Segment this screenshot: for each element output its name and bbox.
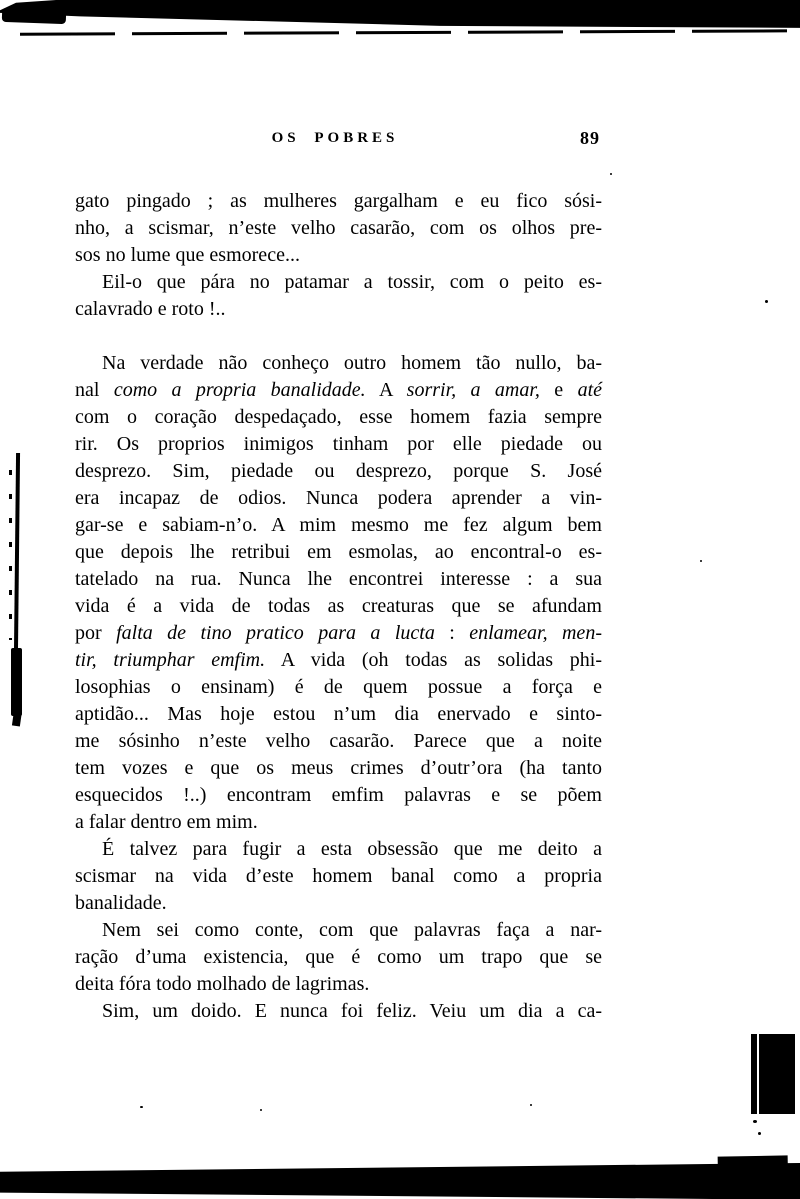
- scan-ink-corner-block: [718, 1155, 789, 1199]
- body-text: [75, 188, 602, 1025]
- running-header-title: OS POBRES: [271, 130, 399, 146]
- text-segment: A: [365, 379, 407, 401]
- text-segment: aptidão... Mas hoje estou n’um dia enervado e sinto-: [75, 703, 602, 725]
- page-number: 89: [580, 128, 600, 148]
- text-segment: gar-se e sabiam-n’o. A mim mesmo me fez algum bem: [75, 514, 602, 536]
- scan-ink-top-line: [20, 29, 798, 35]
- text-segment: A vida (oh todas as solidas phi-: [265, 649, 602, 671]
- text-line: [75, 593, 602, 620]
- italic-text: enlamear, men-: [469, 622, 602, 644]
- ink-speckle: [140, 1106, 143, 1108]
- text-segment: losophias o ensinam) é de quem possue a força e: [75, 676, 602, 698]
- text-line: [75, 539, 602, 566]
- text-line: [75, 269, 602, 296]
- text-segment: a falar dentro em mim.: [75, 811, 258, 833]
- text-line: [75, 620, 602, 647]
- text-line: [75, 566, 602, 593]
- text-line: [75, 755, 602, 782]
- text-segment: sos no lume que esmorece...: [75, 244, 300, 266]
- italic-text: até: [577, 379, 602, 401]
- text-line: [75, 944, 602, 971]
- italic-text: tir, triumphar emfim.: [75, 649, 266, 671]
- text-line: [75, 890, 602, 917]
- text-segment: scismar na vida d’este homem banal como a propria: [75, 865, 602, 887]
- scan-ink-left-streak-tail: [12, 710, 22, 727]
- ink-speckle: [700, 560, 702, 562]
- section-break: [75, 323, 602, 350]
- text-segment: Sim, um doido. E nunca foi feliz. Veiu um dia a ca-: [102, 1000, 602, 1022]
- text-line: [75, 512, 602, 539]
- italic-text: como a propria banalidade.: [113, 379, 366, 401]
- text-line: [75, 917, 602, 944]
- text-line: [75, 809, 602, 836]
- text-segment: tem vozes e que os meus crimes d’outr’ora (ha tanto: [75, 757, 602, 779]
- text-segment: deita fóra todo molhado de lagrimas.: [75, 973, 370, 995]
- text-segment: Eil-o que pára no patamar a tossir, com o peito es-: [102, 271, 602, 293]
- italic-text: falta de tino pratico para a lucta: [116, 622, 435, 644]
- text-line: [75, 647, 602, 674]
- text-line: [75, 971, 602, 998]
- scan-ink-top-blob: [2, 8, 66, 24]
- text-segment: vida é a vida de todas as creaturas que se afundam: [75, 595, 602, 617]
- text-segment: :: [434, 622, 470, 644]
- text-line: [75, 728, 602, 755]
- text-segment: era incapaz de odios. Nunca podera aprender a vin-: [75, 487, 602, 509]
- text-segment: nal: [75, 379, 114, 401]
- text-line: [75, 404, 602, 431]
- text-segment: rir. Os proprios inimigos tinham por elle piedade ou: [75, 433, 602, 455]
- text-line: [75, 242, 602, 269]
- ink-speckle: [765, 300, 768, 303]
- text-line: [75, 782, 602, 809]
- text-segment: ração d’uma existencia, que é como um trapo que se: [75, 946, 602, 968]
- text-segment: por: [75, 622, 117, 644]
- text-segment: com o coração despedaçado, esse homem fazia sempre: [75, 406, 602, 428]
- text-line: [75, 377, 602, 404]
- scan-ink-left-streak-dots: [9, 470, 12, 640]
- text-line: [75, 485, 602, 512]
- text-line: [75, 701, 602, 728]
- text-segment: banalidade.: [75, 892, 167, 914]
- text-line: [75, 296, 602, 323]
- text-line: [75, 863, 602, 890]
- text-line: [75, 836, 602, 863]
- text-segment: e: [539, 379, 578, 401]
- text-segment: calavrado e roto !..: [75, 298, 226, 320]
- text-segment: me sósinho n’este velho casarão. Parece que a noite: [75, 730, 602, 752]
- text-line: [75, 674, 602, 701]
- text-line: [75, 188, 602, 215]
- text-segment: que depois lhe retribui em esmolas, ao encontral-o es-: [75, 541, 602, 563]
- ink-speckle: [753, 1120, 757, 1123]
- text-line: [75, 431, 602, 458]
- scan-ink-left-streak: [14, 453, 20, 655]
- text-line: [75, 350, 602, 377]
- text-segment: tatelado na rua. Nunca lhe encontrei interesse : a sua: [75, 568, 602, 590]
- text-segment: É talvez para fugir a esta obsessão que me deito a: [102, 838, 602, 860]
- text-segment: gato pingado ; as mulheres gargalham e eu fico sósi-: [75, 190, 602, 212]
- text-segment: desprezo. Sim, piedade ou desprezo, porque S. José: [75, 460, 602, 482]
- ink-speckle: [530, 1104, 532, 1106]
- italic-text: sorrir, a amar,: [406, 379, 540, 401]
- text-segment: nho, a scismar, n’este velho casarão, com os olhos pre-: [75, 217, 602, 239]
- text-line: [75, 215, 602, 242]
- scan-ink-right-block: [751, 1034, 795, 1114]
- text-line: [75, 458, 602, 485]
- ink-speckle: [758, 1132, 761, 1135]
- ink-speckle: [610, 173, 612, 175]
- ink-speckle: [260, 1109, 262, 1111]
- scan-ink-bottom-bar: [0, 1159, 800, 1199]
- text-segment: Nem sei como conte, com que palavras faça a nar-: [102, 919, 602, 941]
- scan-ink-left-streak-thick: [11, 648, 22, 716]
- text-segment: esquecidos !..) encontram emfim palavras e se põem: [75, 784, 602, 806]
- text-line: [75, 998, 602, 1025]
- text-segment: Na verdade não conheço outro homem tão nullo, ba-: [102, 352, 602, 374]
